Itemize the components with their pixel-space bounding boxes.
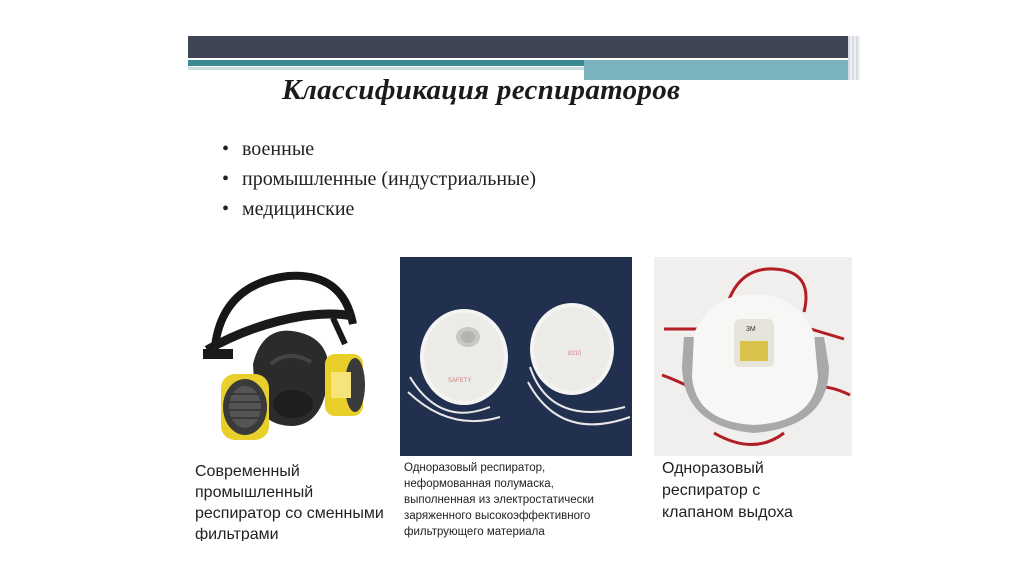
header-accent-bar — [188, 60, 584, 66]
header-accent-line — [188, 67, 584, 70]
header-bar — [188, 36, 848, 58]
svg-text:3M: 3M — [746, 326, 756, 333]
header-stripes — [848, 36, 860, 80]
figure-caption: Одноразовый респиратор с клапаном выдоха — [662, 460, 793, 521]
svg-text:8210: 8210 — [568, 351, 582, 357]
bullet-dot-icon: • — [222, 168, 230, 190]
disposable-masks-image — [400, 257, 632, 456]
bullet-item — [222, 164, 536, 194]
valved-respirator-image — [654, 257, 852, 456]
figure-caption: Современный промышленный респиратор со сменными фильтрами — [195, 463, 384, 541]
industrial-respirator-image — [193, 254, 383, 454]
bullet-dot-icon: • — [222, 138, 230, 160]
slide-title: Классификация респираторов — [282, 74, 681, 106]
bullet-list — [222, 134, 536, 224]
svg-text:SAFETY: SAFETY — [448, 378, 472, 384]
bullet-text: военные — [242, 138, 315, 160]
bullet-item — [222, 194, 536, 224]
figure-caption: Одноразовый респиратор, неформованная полумаска, выполненная из электростатически заряженного высокоэффективного фильтрующего материала — [404, 462, 594, 538]
bullet-text: промышленные (индустриальные) — [242, 168, 537, 190]
bullet-item — [222, 134, 536, 164]
bullet-text: медицинские — [242, 198, 355, 220]
bullet-dot-icon: • — [222, 198, 230, 220]
